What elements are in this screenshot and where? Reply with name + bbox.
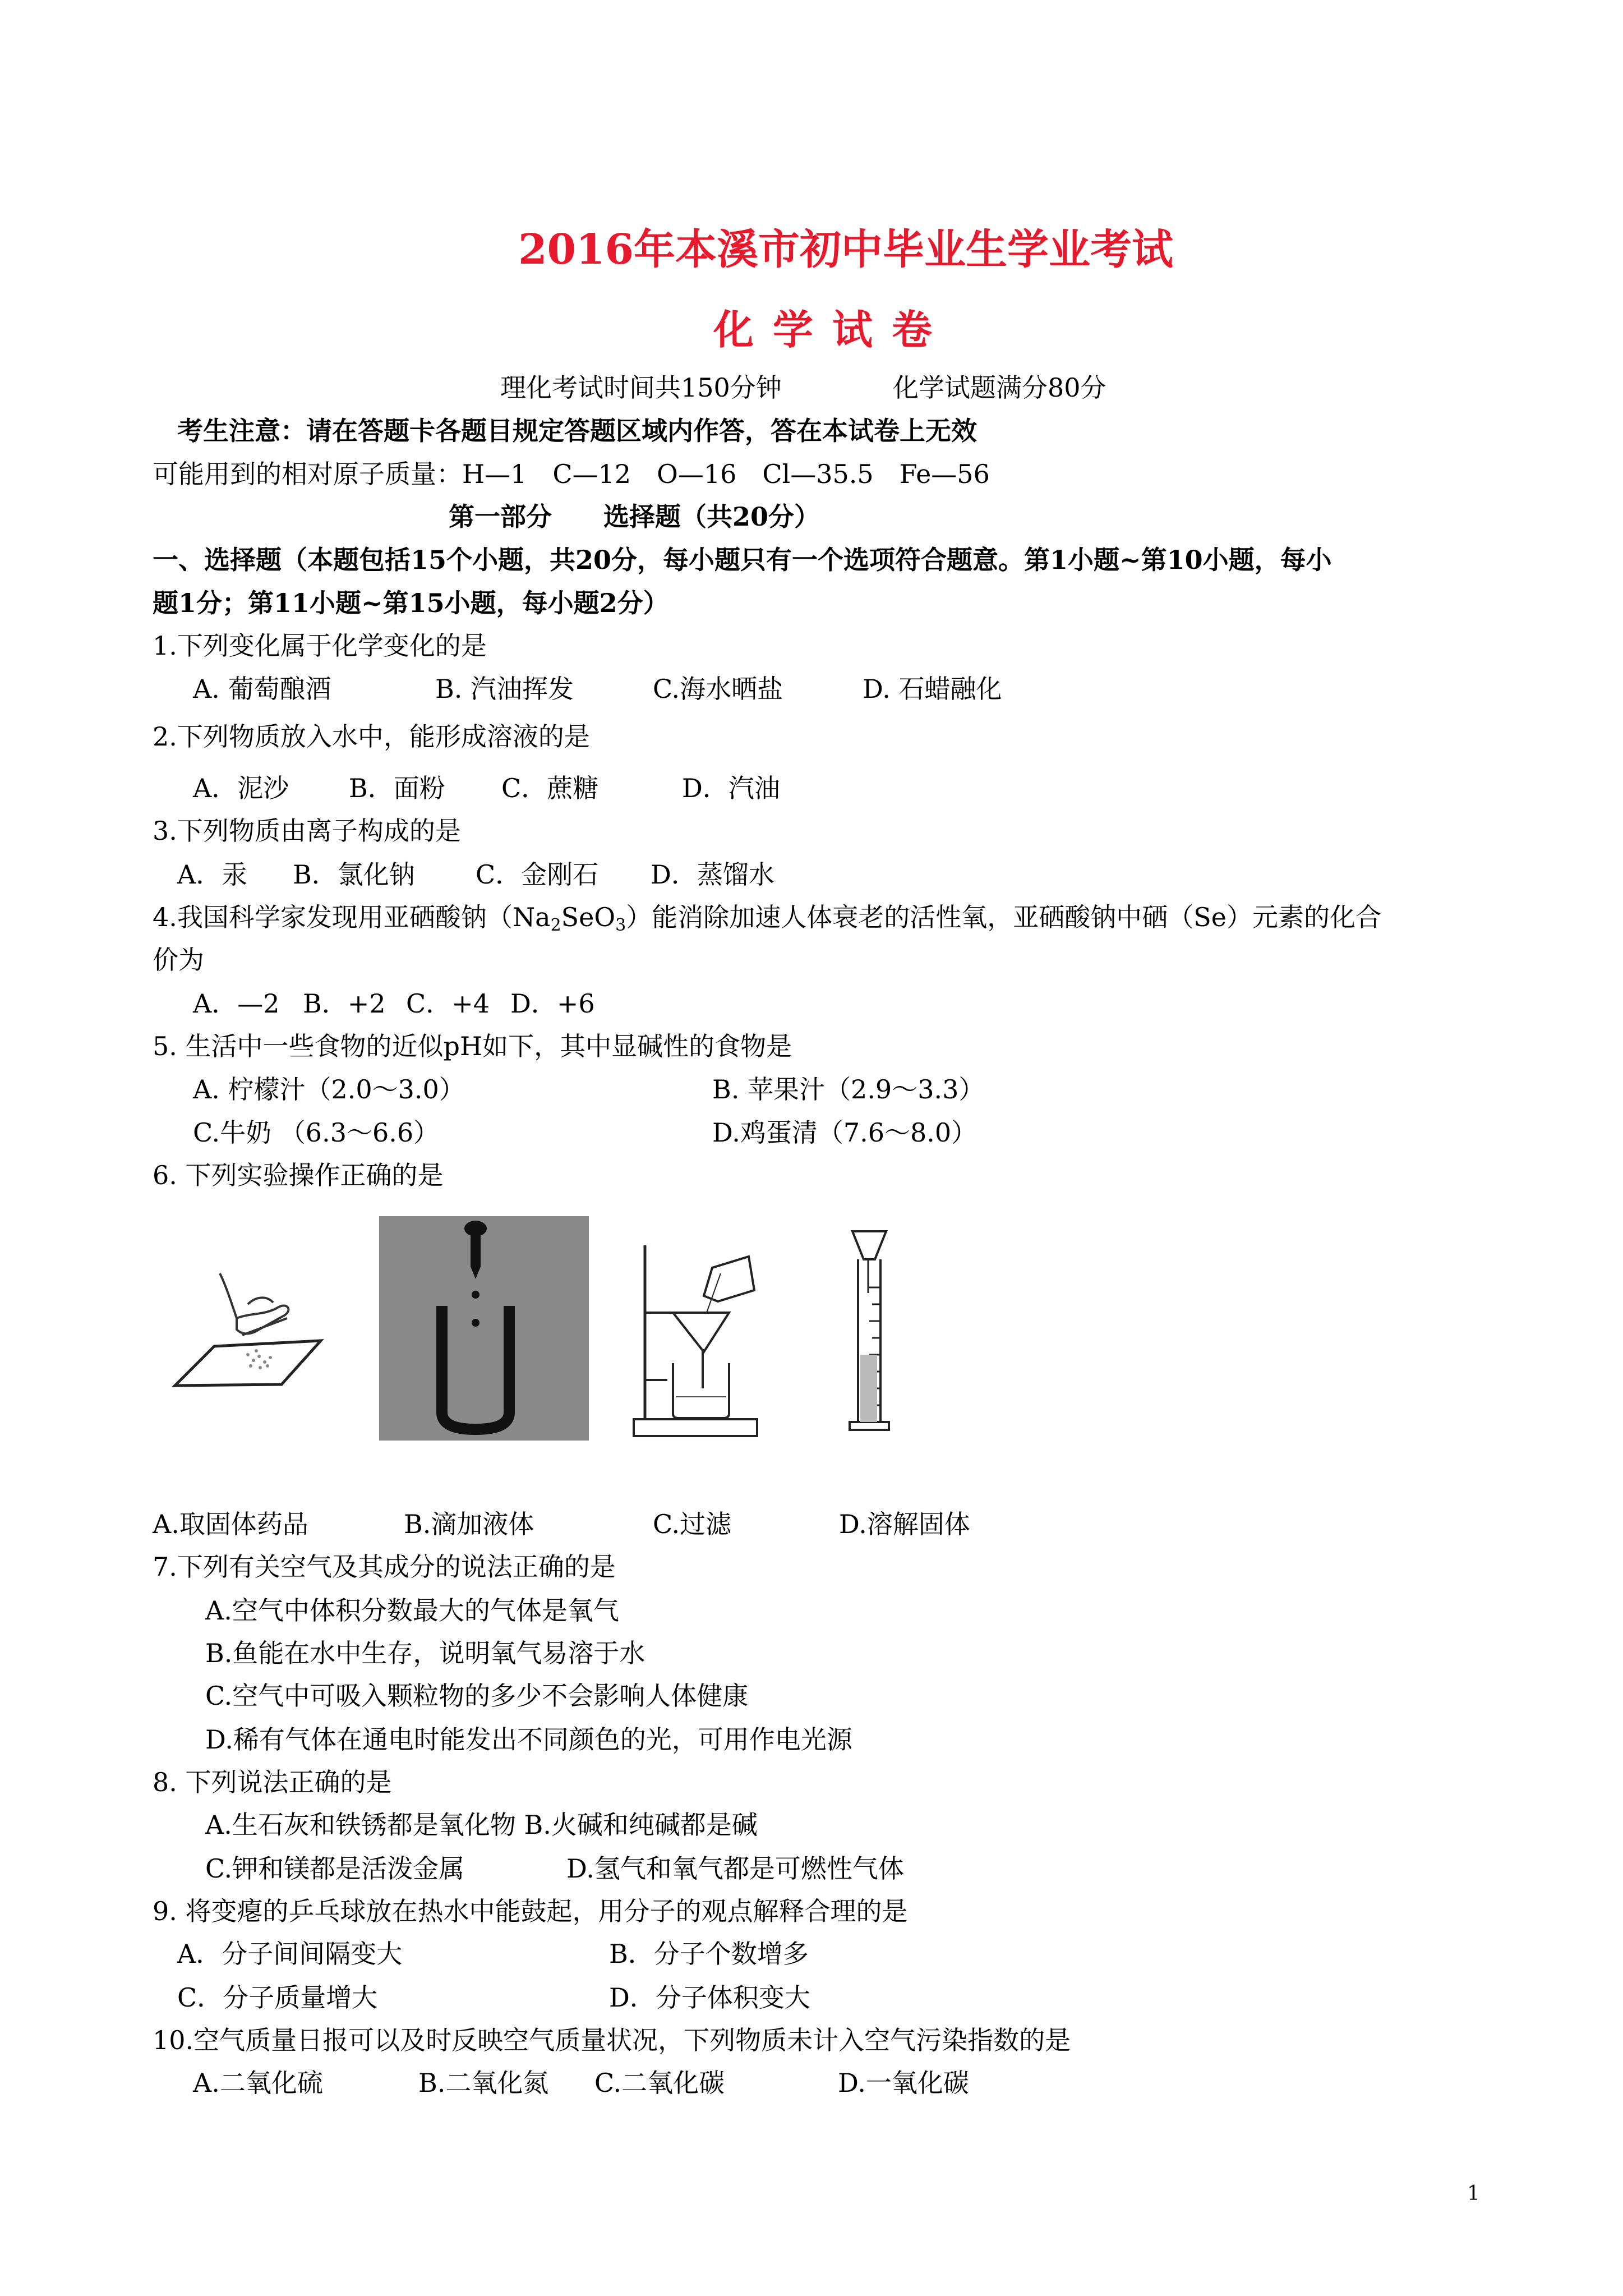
question-4-option-a: A．—2 [193,988,280,1019]
question-4-option-b: B．+2 [303,988,386,1019]
section-heading: 第一部分 选择题（共20分） [449,501,820,532]
question-5-option-d: D.鸡蛋清（7.6～8.0） [712,1117,978,1148]
question-4-stem [153,904,1381,934]
question-1-option-d: D. 石蜡融化 [863,674,1002,704]
question-6-stem: 6. 下列实验操作正确的是 [153,1160,444,1190]
question-9-option-c: C．分子质量增大 [177,1982,378,2013]
question-7-option-a: A.空气中体积分数最大的气体是氧气 [205,1595,619,1626]
question-4-option-d: D．+6 [510,988,595,1019]
question-9-option-a: A．分子间间隔变大 [177,1939,403,1969]
question-7-stem: 7.下列有关空气及其成分的说法正确的是 [153,1552,616,1582]
question-8-option-ab: A.生石灰和铁锈都是氧化物 B.火碱和纯碱都是碱 [205,1810,758,1840]
question-2-option-a: A．泥沙 [193,773,289,803]
score-info: 化学试题满分80分 [893,372,1106,403]
question-4-stem-post: ）能消除加速人体衰老的活性氧，亚硒酸钠中硒（Se）元素的化合 [626,902,1381,932]
question-4-option-c: C．+4 [406,988,490,1019]
question-10-option-b: B.二氧化氮 [418,2068,549,2098]
question-3-stem: 3.下列物质由离子构成的是 [153,816,461,846]
question-4-subscript-2: 3 [615,915,626,935]
question-6-option-b: B.滴加液体 [404,1509,534,1539]
question-4-stem-line2: 价为 [153,945,204,975]
question-1-stem: 1.下列变化属于化学变化的是 [153,631,487,661]
exam-subtitle: 化学试卷 [713,306,952,353]
question-2-option-b: B．面粉 [349,773,445,803]
section-instruction-line1: 一、选择题（本题包括15个小题，共20分，每小题只有一个选项符合题意。第1小题~第10小题，每小 [153,545,1332,575]
question-9-stem: 9. 将变瘪的乒乓球放在热水中能鼓起，用分子的观点解释合理的是 [153,1896,908,1926]
question-1-option-b: B. 汽油挥发 [435,674,574,704]
question-10-stem: 10.空气质量日报可以及时反映空气质量状况，下列物质未计入空气污染指数的是 [153,2025,1071,2055]
question-10-option-d: D.一氧化碳 [838,2068,969,2098]
question-5-option-c: C.牛奶 （6.3～6.6） [193,1117,440,1148]
time-info: 理化考试时间共150分钟 [500,372,782,403]
question-2-stem: 2.下列物质放入水中，能形成溶液的是 [153,721,590,752]
question-3-option-c: C．金刚石 [476,859,599,890]
question-5-option-a: A. 柠檬汁（2.0～3.0） [193,1074,465,1105]
dropper-tube-drawing [379,1216,589,1441]
question-4-subscript-1: 2 [550,915,561,935]
question-6-option-a: A.取固体药品 [153,1509,308,1539]
question-1-option-a: A. 葡萄酿酒 [193,674,331,704]
question-2-option-c: C．蔗糖 [501,773,599,803]
figure-filtration [628,1234,768,1442]
section-instruction-line2: 题1分；第11小题~第15小题，每小题2分） [153,588,669,618]
question-6-option-c: C.过滤 [653,1509,732,1539]
question-3-option-d: D．蒸馏水 [651,859,774,890]
question-8-stem: 8. 下列说法正确的是 [153,1767,392,1797]
figure-measuring-cylinder [836,1226,914,1442]
question-6-option-d: D.溶解固体 [839,1509,970,1539]
question-7-option-d: D.稀有气体在通电时能发出不同颜色的光，可用作电光源 [205,1724,852,1755]
question-10-option-a: A.二氧化硫 [193,2068,323,2098]
question-10-option-c: C.二氧化碳 [594,2068,725,2098]
question-4-stem-pre: 4.我国科学家发现用亚硒酸钠（Na [153,902,551,932]
figure-add-liquid [379,1216,589,1441]
question-4-stem-mid: SeO [561,902,616,932]
question-8-option-d: D.氢气和氧气都是可燃性气体 [566,1853,904,1884]
question-9-option-d: D．分子体积变大 [609,1982,810,2013]
question-2-option-d: D．汽油 [682,773,780,803]
question-7-option-c: C.空气中可吸入颗粒物的多少不会影响人体健康 [205,1681,749,1711]
question-3-option-a: A．汞 [177,859,248,890]
candidate-notice: 考生注意：请在答题卡各题目规定答题区域内作答，答在本试卷上无效 [177,416,977,446]
question-7-option-b: B.鱼能在水中生存，说明氧气易溶于水 [205,1638,645,1668]
atomic-mass-info: 可能用到的相对原子质量：H—1 C—12 O—16 Cl—35.5 Fe—56 [153,459,990,489]
question-8-option-c: C.钾和镁都是活泼金属 [205,1853,465,1884]
question-1-option-c: C.海水晒盐 [653,674,783,704]
figure-take-solid-reagent [153,1251,343,1408]
question-3-option-b: B．氯化钠 [293,859,415,890]
question-5-option-b: B. 苹果汁（2.9～3.3） [712,1074,985,1105]
exam-title: 2016年本溪市初中毕业生学业考试 [518,226,1173,274]
question-5-stem: 5. 生活中一些食物的近似pH如下，其中显碱性的食物是 [153,1031,792,1061]
question-9-option-b: B．分子个数增多 [609,1939,809,1969]
page-number: 1 [1467,2182,1480,2205]
